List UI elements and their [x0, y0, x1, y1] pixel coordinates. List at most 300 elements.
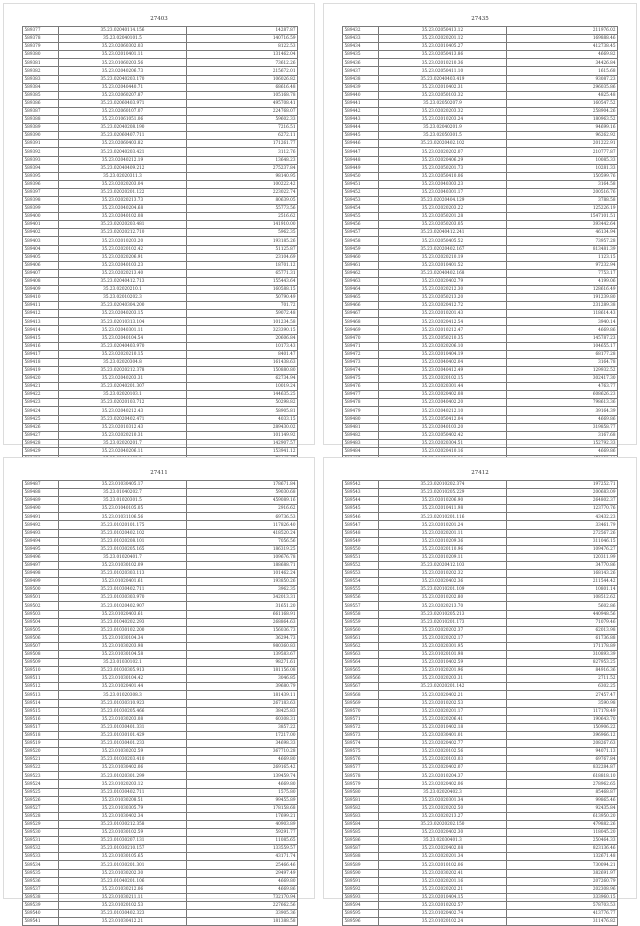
table-row	[343, 667, 618, 675]
table-row	[23, 707, 298, 715]
table-row	[23, 261, 298, 269]
table-row	[343, 107, 618, 115]
row-id-cell: 589582	[343, 804, 379, 812]
table-row	[343, 205, 618, 213]
table-row	[23, 650, 298, 658]
row-id-cell: 589481	[343, 423, 379, 431]
row-id-cell: 589417	[23, 350, 59, 358]
amount-cell: 120311.99	[507, 553, 618, 561]
row-id-cell: 589520	[23, 748, 59, 756]
account-code-cell: 35.23.02020202.21	[379, 885, 507, 893]
row-id-cell: 589589	[343, 861, 379, 869]
ledger-page-4	[323, 457, 637, 924]
account-code-cell: 35.23.02040203.31	[59, 375, 187, 383]
amount-cell: 156036.73	[187, 626, 298, 634]
row-id-cell: 589558	[343, 610, 379, 618]
table-row	[343, 164, 618, 172]
row-id-cell: 589455	[343, 213, 379, 221]
table-row	[343, 481, 618, 489]
row-id-cell: 589554	[343, 578, 379, 586]
account-code-cell: 35.23.02040412.713	[59, 277, 187, 285]
row-id-cell: 589451	[343, 180, 379, 188]
row-id-cell: 589423	[23, 399, 59, 407]
table-row	[343, 132, 618, 140]
account-code-cell: 35.23.02020301.44	[379, 383, 507, 391]
row-id-cell: 589509	[23, 659, 59, 667]
row-id-cell: 589448	[343, 156, 379, 164]
row-id-cell: 589484	[343, 447, 379, 455]
account-code-cell: 35.23.01030402.711	[59, 586, 187, 594]
account-code-cell: 35.23.01030205.165	[59, 545, 187, 553]
row-id-cell: 589398	[23, 196, 59, 204]
row-id-cell: 589470	[343, 334, 379, 342]
account-code-cell: 35.23.02040102.08	[59, 213, 187, 221]
amount-cell: 188688.71	[187, 561, 298, 569]
amount-cell: 2711.52	[507, 675, 618, 683]
table-row	[23, 334, 298, 342]
account-code-cell: 35.23.02040402.04	[379, 358, 507, 366]
amount-cell: 3167.68	[507, 431, 618, 439]
account-code-cell: 35.23.01030310.923	[59, 699, 187, 707]
amount-cell: 128616.49	[507, 286, 618, 294]
account-code-cell: 35.23.01030303.970	[59, 594, 187, 602]
table-row	[23, 375, 298, 383]
row-id-cell: 589422	[23, 391, 59, 399]
amount-cell: 223022.74	[187, 188, 298, 196]
amount-cell: 180963.52	[507, 116, 618, 124]
account-code-cell: 35.23.01020402.74	[379, 909, 507, 917]
account-code-cell: 35.23.02060107.07	[59, 107, 187, 115]
row-id-cell: 589480	[343, 415, 379, 423]
account-code-cell: 35.23.02010202.53	[379, 699, 507, 707]
row-id-cell: 589561	[343, 634, 379, 642]
row-id-cell: 589404	[23, 245, 59, 253]
row-id-cell: 589475	[343, 375, 379, 383]
table-row	[23, 269, 298, 277]
account-code-cell: 35.23.02010202.374	[379, 481, 507, 489]
row-id-cell: 589508	[23, 650, 59, 658]
account-code-cell: 35.23.02040103.23	[59, 261, 187, 269]
row-id-cell: 589496	[23, 553, 59, 561]
row-id-cell: 589482	[343, 431, 379, 439]
amount-cell: 3590.98	[507, 699, 618, 707]
amount-cell: 96262.92	[507, 132, 618, 140]
amount-cell: 46134.94	[507, 229, 618, 237]
table-row	[23, 837, 298, 845]
amount-cell: 732170.94	[187, 893, 298, 901]
table-row	[343, 35, 618, 43]
amount-cell: 80639.05	[187, 196, 298, 204]
table-row	[23, 529, 298, 537]
amount-cell: 310893.39	[507, 650, 618, 658]
amount-cell: 133559.57	[187, 845, 298, 853]
table-row	[23, 366, 298, 374]
table-row	[23, 521, 298, 529]
row-id-cell: 589581	[343, 796, 379, 804]
row-id-cell: 589412	[23, 310, 59, 318]
amount-cell: 43432.23	[507, 513, 618, 521]
table-row	[23, 75, 298, 83]
row-id-cell: 589559	[343, 618, 379, 626]
table-row	[23, 812, 298, 820]
account-code-cell: 35.23.02010201.24	[379, 521, 507, 529]
amount-cell: 4669.86	[507, 326, 618, 334]
amount-cell: 302417.30	[507, 375, 618, 383]
table-row	[23, 164, 298, 172]
table-row	[23, 756, 298, 764]
table-row	[343, 237, 618, 245]
amount-cell: 4825.48	[507, 91, 618, 99]
table-row	[23, 642, 298, 650]
row-id-cell: 589528	[23, 812, 59, 820]
row-id-cell: 589458	[343, 237, 379, 245]
amount-cell: 231289.38	[507, 302, 618, 310]
account-code-cell: 35.23.02050203.05	[379, 221, 507, 229]
row-id-cell: 589449	[343, 164, 379, 172]
amount-cell: 125226.19	[507, 205, 618, 213]
account-code-cell: 35.23.01030207.131	[59, 837, 187, 845]
table-row	[343, 594, 618, 602]
row-id-cell: 589402	[23, 229, 59, 237]
account-code-cell: 35.23.02040203.15	[59, 310, 187, 318]
amount-cell: 823136.46	[507, 845, 618, 853]
row-id-cell: 589394	[23, 164, 59, 172]
amount-cell: 382691.97	[507, 869, 618, 877]
account-code-cell: 35.23.02060302.03	[59, 43, 187, 51]
amount-cell: 109676.78	[187, 553, 298, 561]
account-code-cell: 35.23.02020201.12	[379, 35, 507, 43]
account-code-cell: 35.23.02010209.36	[379, 537, 507, 545]
account-code-cell: 35.23.02040103.20	[379, 423, 507, 431]
amount-cell: 31651.20	[187, 602, 298, 610]
amount-cell: 296035.86	[507, 83, 618, 91]
table-row	[23, 172, 298, 180]
row-id-cell: 589436	[343, 59, 379, 67]
amount-cell: 106026.82	[187, 75, 298, 83]
account-code-cell: 35.23.02020203.04	[59, 180, 187, 188]
table-row	[23, 804, 298, 812]
account-code-cell: 35.23.02020201.7	[59, 439, 187, 447]
amount-cell: 59030.68	[187, 489, 298, 497]
amount-cell: 161438.63	[187, 358, 298, 366]
amount-cell: 144635.25	[187, 391, 298, 399]
account-code-cell: 35.23.02020412.54	[379, 318, 507, 326]
row-id-cell: 589499	[23, 578, 59, 586]
table-row	[23, 229, 298, 237]
table-row	[343, 91, 618, 99]
row-id-cell: 589533	[23, 853, 59, 861]
amount-cell: 169888.46	[507, 35, 618, 43]
row-id-cell: 589407	[23, 269, 59, 277]
row-id-cell: 589427	[23, 431, 59, 439]
amount-cell: 23104.69	[187, 253, 298, 261]
amount-cell: 202308.96	[507, 885, 618, 893]
row-id-cell: 589415	[23, 334, 59, 342]
account-code-cell: 35.23.01031106.56	[59, 513, 187, 521]
table-row	[23, 691, 298, 699]
amount-cell: 140716.59	[187, 35, 298, 43]
row-id-cell: 589432	[343, 27, 379, 35]
account-code-cell: 35.23.02020402.36	[379, 578, 507, 586]
row-id-cell: 589549	[343, 537, 379, 545]
row-id-cell: 589548	[343, 529, 379, 537]
account-code-cell: 35.23.02020402.08	[379, 391, 507, 399]
amount-cell: 10019.24	[187, 383, 298, 391]
table-row	[23, 213, 298, 221]
account-code-cell: 35.23.01020303.113	[59, 570, 187, 578]
table-row	[23, 205, 298, 213]
amount-cell: 141910.00	[187, 221, 298, 229]
table-row	[23, 277, 298, 285]
table-row	[23, 439, 298, 447]
account-code-cell: 35.23.01020401.7	[59, 553, 187, 561]
account-code-cell: 35.23.01030201.301	[59, 861, 187, 869]
amount-cell: 459089.16	[187, 497, 298, 505]
account-code-cell: 35.23.01020203.12	[59, 780, 187, 788]
account-code-cell: 35.23.02020202.17	[379, 634, 507, 642]
row-id-cell: 589464	[343, 286, 379, 294]
account-code-cell: 35.23.01030202.30	[59, 869, 187, 877]
amount-cell: 109476.27	[507, 545, 618, 553]
account-code-cell: 35.23.02020201.34	[379, 853, 507, 861]
amount-cell: 412738.45	[507, 43, 618, 51]
amount-cell: 65771.31	[187, 269, 298, 277]
account-code-cell: 35.23.01020402.907	[59, 602, 187, 610]
row-id-cell: 589551	[343, 553, 379, 561]
account-code-cell: 35.23.02040212.10	[379, 407, 507, 415]
row-id-cell: 589524	[23, 780, 59, 788]
table-row	[343, 820, 618, 828]
table-row	[23, 423, 298, 431]
row-id-cell: 589461	[343, 261, 379, 269]
table-row	[343, 366, 618, 374]
amount-cell: 118045.20	[507, 829, 618, 837]
ledger-table	[22, 480, 298, 926]
account-code-cell: 35.23.02020103.03	[379, 756, 507, 764]
amount-cell: 3857.22	[187, 723, 298, 731]
amount-cell: 34426.84	[507, 59, 618, 67]
account-code-cell: 35.23.02010202.80	[379, 594, 507, 602]
amount-cell: 5962.35	[187, 229, 298, 237]
account-code-cell: 35.23.01030208.51	[59, 796, 187, 804]
account-code-cell: 35.23.02040402.20	[379, 399, 507, 407]
row-id-cell: 589488	[23, 489, 59, 497]
amount-cell: 97232.94	[507, 261, 618, 269]
account-code-cell: 35.23.01040202.7	[59, 489, 187, 497]
table-row	[23, 877, 298, 885]
table-row	[343, 439, 618, 447]
account-code-cell: 35.23.02010404.19	[379, 350, 507, 358]
table-row	[343, 756, 618, 764]
amount-cell: 101462.24	[187, 570, 298, 578]
account-code-cell: 35.23.02040301.11	[59, 326, 187, 334]
account-code-cell: 35.23.02040212.19	[59, 156, 187, 164]
amount-cell: 129932.52	[507, 366, 618, 374]
table-row	[343, 59, 618, 67]
amount-cell: 201222.91	[507, 140, 618, 148]
amount-cell: 34770.86	[507, 561, 618, 569]
account-code-cell: 35.23.02040403.970	[59, 342, 187, 350]
table-row	[23, 294, 298, 302]
amount-cell: 94071.13	[507, 748, 618, 756]
row-id-cell: 589444	[343, 124, 379, 132]
amount-cell: 311046.15	[507, 537, 618, 545]
amount-cell: 396966.12	[507, 731, 618, 739]
amount-cell: 4669.80	[187, 877, 298, 885]
amount-cell: 40903.89	[187, 820, 298, 828]
row-id-cell: 589586	[343, 837, 379, 845]
amount-cell: 11085.65	[187, 837, 298, 845]
amount-cell: 152792.33	[507, 439, 618, 447]
amount-cell: 18701.12	[187, 261, 298, 269]
row-id-cell: 589547	[343, 521, 379, 529]
table-row	[343, 812, 618, 820]
table-row	[23, 221, 298, 229]
amount-cell: 418520.24	[187, 529, 298, 537]
amount-cell: 215672.01	[187, 67, 298, 75]
row-id-cell: 589459	[343, 245, 379, 253]
amount-cell: 69767.84	[507, 756, 618, 764]
account-code-cell: 35.23.02040440.71	[59, 83, 187, 91]
account-code-cell: 35.23.02020213.27	[379, 812, 507, 820]
table-row	[343, 731, 618, 739]
amount-cell: 59291.77	[187, 829, 298, 837]
amount-cell: 4199.06	[507, 277, 618, 285]
account-code-cell: 35.23.02040409.212	[59, 164, 187, 172]
account-code-cell: 35.23.01020101.98	[379, 650, 507, 658]
account-code-cell: 35.23.02010201.43	[379, 310, 507, 318]
row-id-cell: 589587	[343, 845, 379, 853]
account-code-cell: 35.23.01020201.96	[379, 667, 507, 675]
row-id-cell: 589428	[23, 439, 59, 447]
table-row	[343, 578, 618, 586]
table-row	[343, 221, 618, 229]
table-row	[343, 804, 618, 812]
row-id-cell: 589563	[343, 650, 379, 658]
account-code-cell: 35.23.02020210.15	[59, 350, 187, 358]
row-id-cell: 589465	[343, 294, 379, 302]
amount-cell: 3940.14	[507, 318, 618, 326]
row-id-cell: 589386	[23, 99, 59, 107]
account-code-cell: 35.23.01030102.200	[59, 626, 187, 634]
row-id-cell: 589566	[343, 675, 379, 683]
table-row	[23, 27, 298, 35]
amount-cell: 50298.82	[187, 399, 298, 407]
amount-cell: 342013.31	[187, 594, 298, 602]
account-code-cell: 35.23.02010402.59	[379, 659, 507, 667]
amount-cell: 117178.49	[507, 707, 618, 715]
amount-cell: 319858.77	[507, 423, 618, 431]
account-code-cell: 35.23.02040208.190	[59, 124, 187, 132]
amount-cell: 413776.77	[507, 909, 618, 917]
row-id-cell: 589424	[23, 407, 59, 415]
amount-cell: 59602.33	[187, 116, 298, 124]
account-code-cell: 35.23.02020202.07	[379, 148, 507, 156]
table-row	[23, 861, 298, 869]
account-code-cell: 35.23.01061051.06	[59, 116, 187, 124]
row-id-cell: 589476	[343, 383, 379, 391]
table-row	[343, 675, 618, 683]
table-row	[23, 537, 298, 545]
row-id-cell: 589387	[23, 107, 59, 115]
table-row	[23, 553, 298, 561]
account-code-cell: 35.23.01030104.42	[59, 675, 187, 683]
row-id-cell: 589536	[23, 877, 59, 885]
row-id-cell: 589515	[23, 707, 59, 715]
row-id-cell: 589440	[343, 91, 379, 99]
account-code-cell: 35.23.02020102.15	[379, 375, 507, 383]
amount-cell: 333960.15	[507, 893, 618, 901]
table-row	[23, 667, 298, 675]
amount-cell: 311476.82	[507, 918, 618, 926]
ledger-page-3	[3, 457, 315, 924]
amount-cell: 68616.48	[187, 83, 298, 91]
table-row	[343, 269, 618, 277]
row-id-cell: 589523	[23, 772, 59, 780]
row-id-cell: 589477	[343, 391, 379, 399]
row-id-cell: 589390	[23, 132, 59, 140]
table-row	[343, 683, 618, 691]
account-code-cell: 35.23.02010202.3	[59, 294, 187, 302]
account-code-cell: 35.23.02020402.167	[379, 245, 507, 253]
account-code-cell: 35.23.01030402.711	[59, 788, 187, 796]
amount-cell: 264802.37	[507, 497, 618, 505]
account-code-cell: 35.23.01020402.102	[59, 529, 187, 537]
row-id-cell: 589443	[343, 116, 379, 124]
row-id-cell: 589530	[23, 829, 59, 837]
table-row	[23, 610, 298, 618]
table-row	[343, 918, 618, 926]
row-id-cell: 589460	[343, 253, 379, 261]
account-code-cell: 35.23.01030101.429	[59, 731, 187, 739]
row-id-cell: 589565	[343, 667, 379, 675]
row-id-cell: 589534	[23, 861, 59, 869]
row-id-cell: 589568	[343, 691, 379, 699]
table-row	[343, 375, 618, 383]
account-code-cell: 35.23.02050213.20	[379, 294, 507, 302]
row-id-cell: 589399	[23, 205, 59, 213]
account-code-cell: 35.23.02060207.87	[59, 91, 187, 99]
account-code-cell: 35.23.02040203.421	[59, 148, 187, 156]
amount-cell: 813481.39	[507, 245, 618, 253]
row-id-cell: 589557	[343, 602, 379, 610]
table-row	[23, 634, 298, 642]
amount-cell: 3164.78	[507, 358, 618, 366]
row-id-cell: 589521	[23, 756, 59, 764]
row-id-cell: 589580	[343, 788, 379, 796]
table-row	[343, 740, 618, 748]
table-row	[343, 691, 618, 699]
row-id-cell: 589525	[23, 788, 59, 796]
table-row	[343, 67, 618, 75]
row-id-cell: 589575	[343, 748, 379, 756]
amount-cell: 798613.36	[507, 399, 618, 407]
table-row	[23, 570, 298, 578]
row-id-cell: 589388	[23, 116, 59, 124]
amount-cell: 153941.12	[187, 447, 298, 455]
amount-cell: 139583.67	[187, 650, 298, 658]
account-code-cell: 35.23.02020203.32	[379, 107, 507, 115]
amount-cell: 608626.23	[507, 391, 618, 399]
table-row	[343, 124, 618, 132]
row-id-cell: 589397	[23, 188, 59, 196]
account-code-cell: 35.23.02050412.04	[379, 415, 507, 423]
table-row	[23, 59, 298, 67]
amount-cell: 38425.83	[187, 707, 298, 715]
table-row	[343, 423, 618, 431]
amount-cell: 10085.33	[507, 156, 618, 164]
account-code-cell: 35.23.02050413.86	[379, 51, 507, 59]
